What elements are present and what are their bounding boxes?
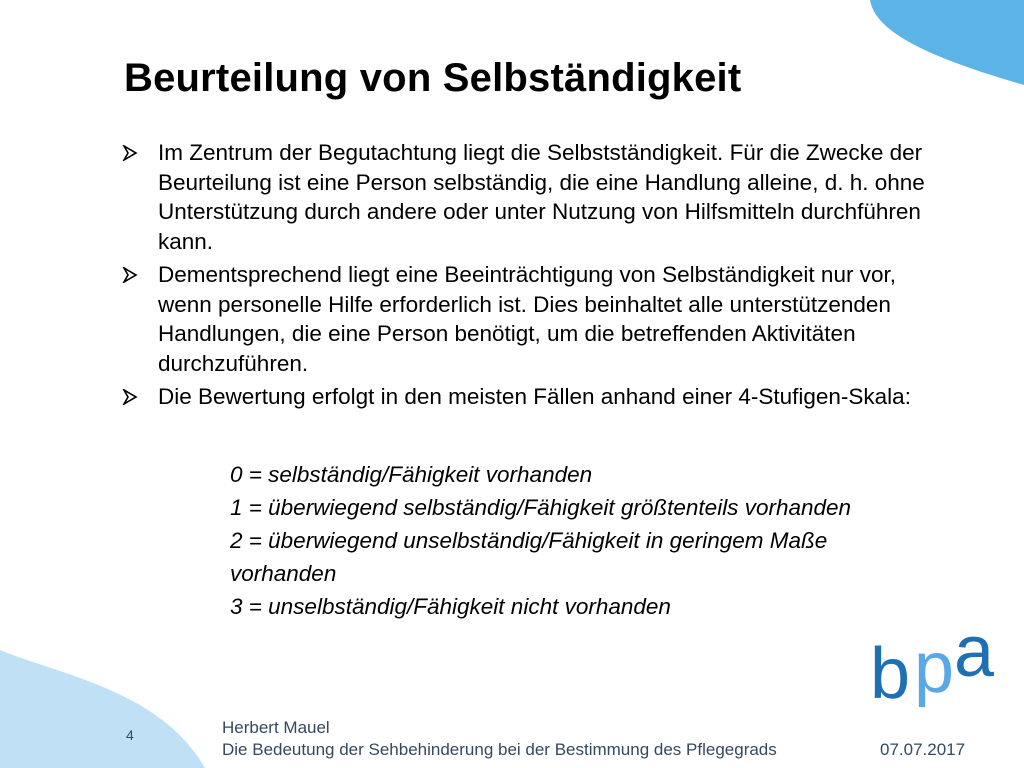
bullet-list	[122, 138, 952, 416]
scale-item-0: 0 = selbständig/Fähigkeit vorhanden	[230, 462, 593, 487]
arrow-bullet-icon	[122, 382, 158, 412]
arrow-bullet-icon	[122, 260, 158, 378]
svg-text:b: b	[870, 634, 911, 714]
arrow-bullet-icon	[122, 138, 158, 256]
scale-list	[230, 458, 910, 623]
bullet-item	[122, 260, 952, 378]
svg-text:a: a	[954, 620, 995, 692]
bullet-item	[122, 138, 952, 256]
svg-text:p: p	[914, 628, 955, 708]
scale-item-2: 2 = überwiegend unselbständig/Fähigkeit in geringem Maße vorhanden	[230, 528, 828, 586]
top-right-decoration	[860, 0, 1024, 90]
bullet-item	[122, 382, 952, 412]
scale-item-1: 1 = überwiegend selbständig/Fähigkeit größtenteils vorhanden	[230, 495, 852, 520]
bullet-text: Dementsprechend liegt eine Beeinträchtigung von Selbständigkeit nur vor, wenn personelle Hilfe erforderlich ist. Dies beinhaltet alle unterstützenden Handlungen, die eine Person benötigt, um die betreffenden Aktivitäten durchzuführen.	[158, 262, 896, 376]
bullet-text: Die Bewertung erfolgt in den meisten Fällen anhand einer 4-Stufigen-Skala:	[158, 384, 911, 409]
footer-subtitle: Die Bedeutung der Sehbehinderung bei der Bestimmung des Pflegegrads	[222, 740, 777, 759]
footer-date: 07.07.2017	[880, 740, 966, 759]
bpa-logo	[870, 620, 1000, 715]
bottom-left-decoration	[0, 640, 210, 768]
bullet-text: Im Zentrum der Begutachtung liegt die Selbstständigkeit. Für die Zwecke der Beurteilung ist eine Person selbständig, die eine Handlung alleine, d. h. ohne Unterstützung durch andere oder unter Nutzung von Hilfsmitteln durchführen kann.	[158, 140, 925, 254]
footer-author: Herbert Mauel	[222, 718, 330, 737]
page-number: 4	[126, 727, 134, 743]
slide-title: Beurteilung von Selbständigkeit	[124, 56, 742, 100]
scale-item-3: 3 = unselbständig/Fähigkeit nicht vorhanden	[230, 594, 671, 619]
